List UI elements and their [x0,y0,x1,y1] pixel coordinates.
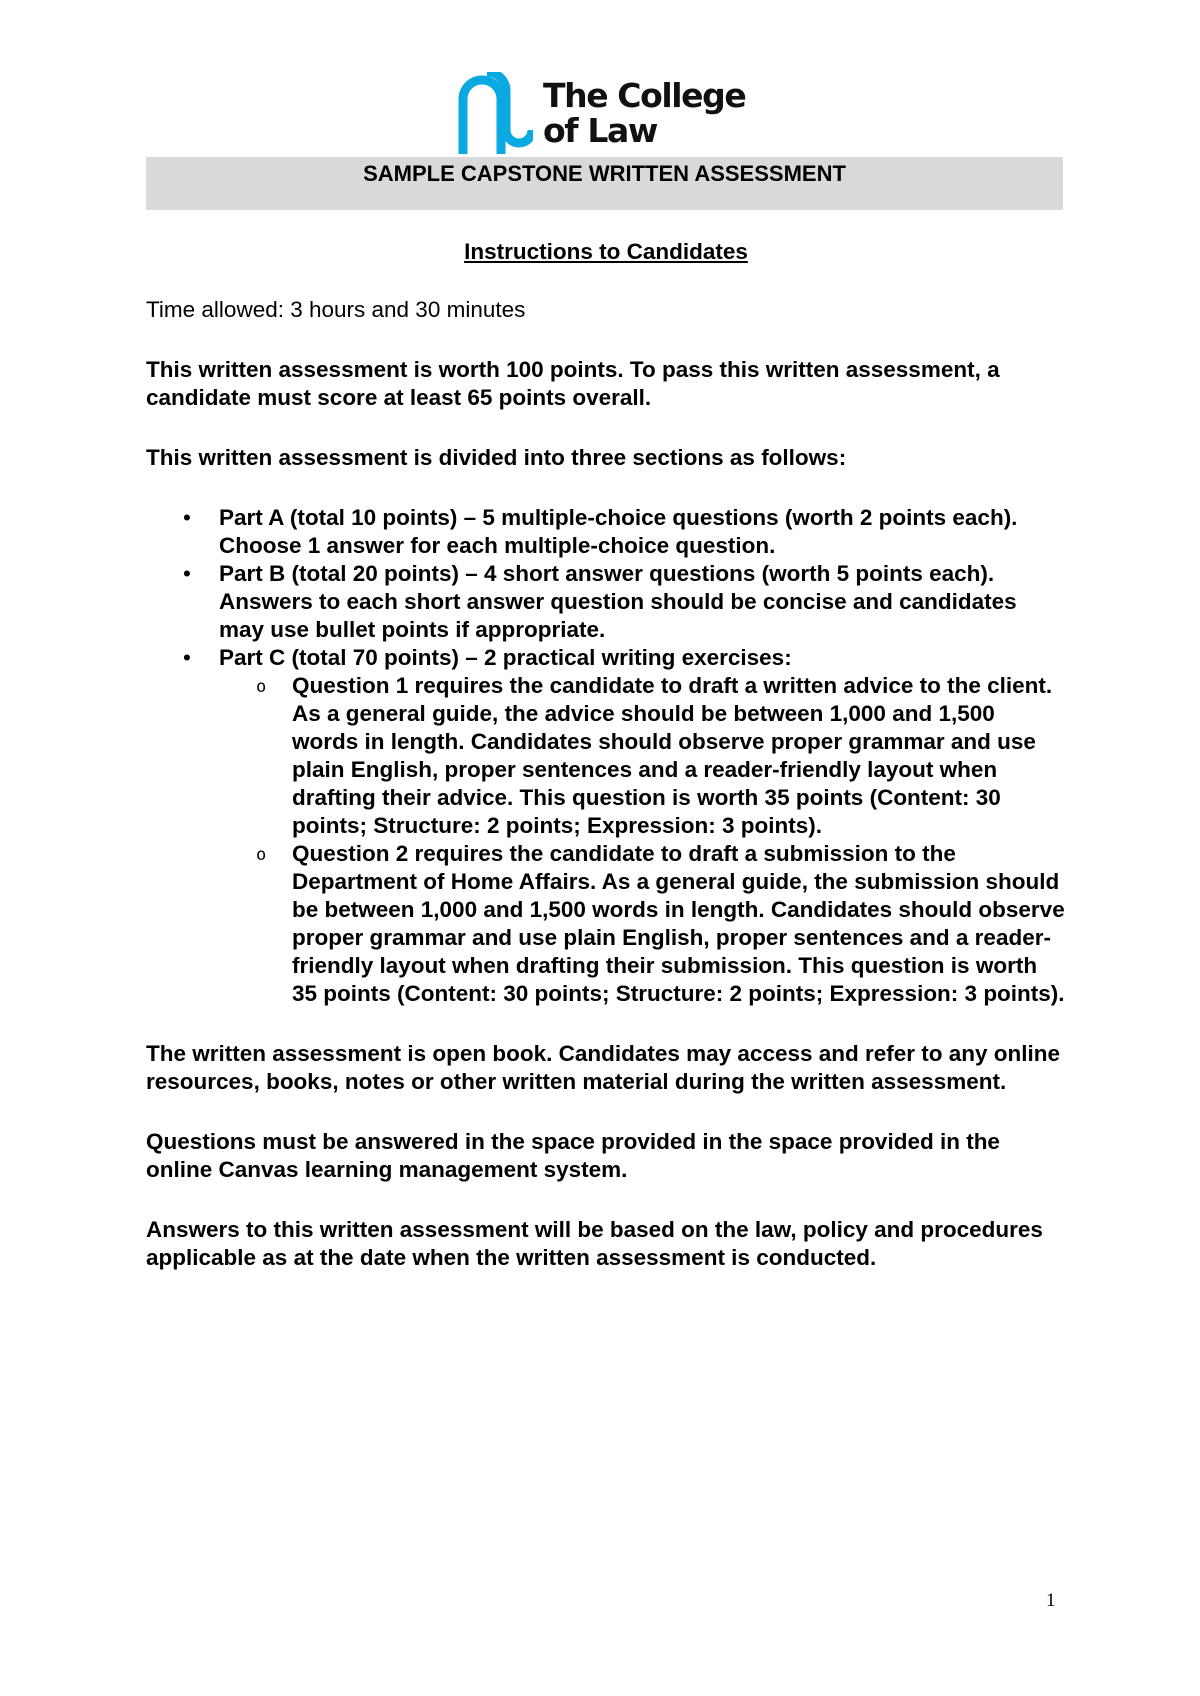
instructions-heading: Instructions to Candidates [464,239,748,264]
list-item-part-a: • Part A (total 10 points) – 5 multiple-choice questions (worth 2 points each). Choose 1 answer for each multiple-choice question. [146,504,1066,560]
parts-list [146,504,1066,1008]
list-item-part-c [146,644,1066,1008]
answer-space-paragraph: Questions must be answered in the space provided in the space provided in the online Canvas learning management system. [146,1129,1000,1182]
divided-paragraph: This written assessment is divided into three sections as follows: [146,445,847,470]
part-c-label: Part C (total 70 points) – 2 practical writing exercises: [219,645,792,670]
logo-line-2: of Law [543,111,657,150]
college-of-law-logo-icon [455,72,533,154]
worth-paragraph: This written assessment is worth 100 points. To pass this written assessment, a candidate must score at least 65 points overall. [146,357,1000,410]
list-item-question-2: o Question 2 requires the candidate to draft a submission to the Department of Home Affairs. As a general guide, the submission should be between 1,000 and 1,500 words in length. Candidates should observe proper grammar and use plain English, proper sentences and a reader-friendly layout when drafting their submission. This question is worth 35 points (Content: 30 points; Structure: 2 points; Expression: 3 points). [219,840,1066,1008]
open-book-paragraph: The written assessment is open book. Candidates may access and refer to any online resources, books, notes or other written material during the written assessment. [146,1041,1061,1094]
page-number: 1 [1046,1590,1056,1611]
law-basis-paragraph: Answers to this written assessment will be based on the law, policy and procedures applicable as at the date when the written assessment is conducted. [146,1217,1043,1270]
time-allowed: Time allowed: 3 hours and 30 minutes [146,297,526,322]
college-logo [455,72,745,154]
part-c-questions-list [219,672,1066,1008]
logo-wordmark [543,78,745,148]
list-item-question-1: o Question 1 requires the candidate to draft a written advice to the client. As a general guide, the advice should be between 1,000 and 1,500 words in length. Candidates should observe proper grammar and use plain English, proper sentences and a reader-friendly layout when drafting their advice. This question is worth 35 points (Content: 30 points; Structure: 2 points; Expression: 3 points). [219,672,1066,840]
assessment-title: SAMPLE CAPSTONE WRITTEN ASSESSMENT [363,161,846,186]
assessment-title-banner [146,157,1063,210]
instructions-body [146,238,1066,1304]
logo-line-1: The College [543,76,746,115]
list-item-part-b: • Part B (total 20 points) – 4 short answer questions (worth 5 points each). Answers to each short answer question should be concise and candidates may use bullet points if appropriate. [146,560,1066,644]
